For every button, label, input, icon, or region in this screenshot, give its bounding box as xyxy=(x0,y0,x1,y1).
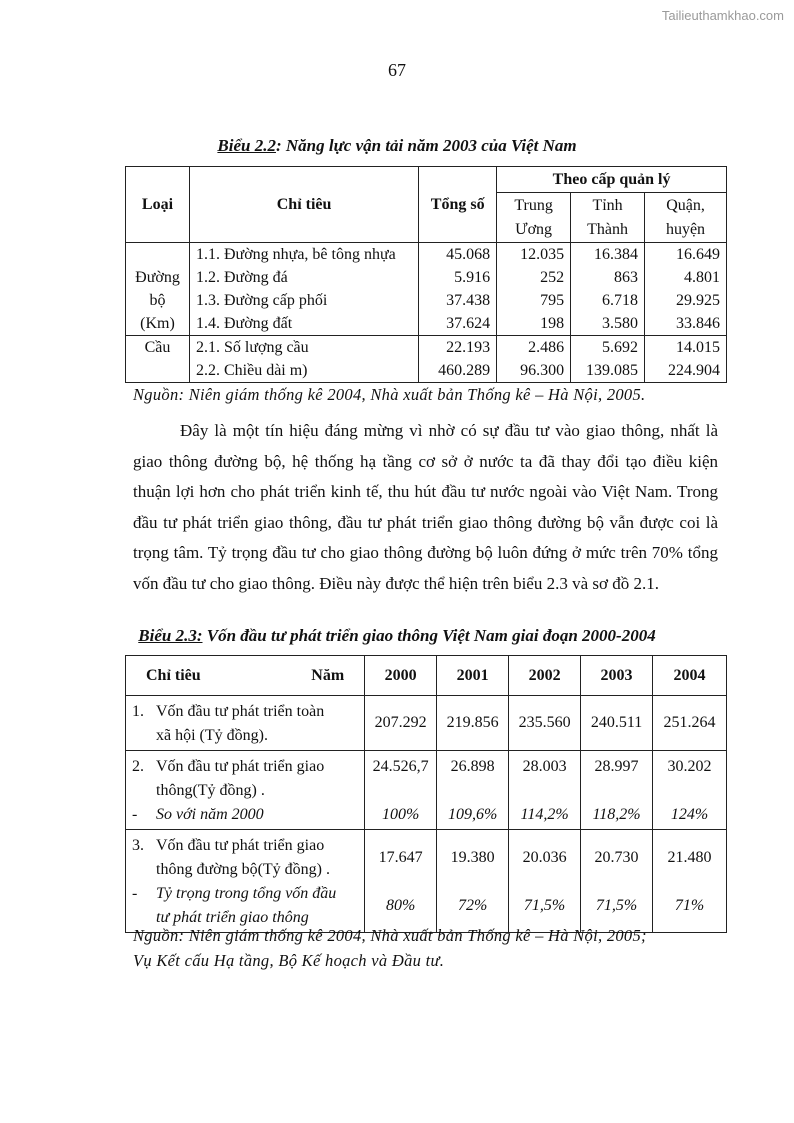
bridge-trung-uong: 2.486 96.300 xyxy=(497,336,571,383)
year-2004: 2004 xyxy=(653,656,727,696)
row1-value: 207.292 xyxy=(365,696,437,751)
table1-caption-text: : Năng lực vận tải năm 2003 của Việt Nam xyxy=(275,136,577,155)
row2-values-2003: 28.997 118,2% xyxy=(581,751,653,830)
header-theo-cap: Theo cấp quản lý xyxy=(497,167,727,193)
table2-caption-label: Biểu 2.3: xyxy=(138,626,203,645)
table-row xyxy=(126,751,727,830)
bridge-items: 2.1. Số lượng cầu 2.2. Chiều dài m) xyxy=(189,336,418,383)
header-tong-so: Tổng số xyxy=(419,167,497,243)
header-chi-tieu-nam: Chỉ tiêu Năm xyxy=(126,656,365,696)
row1-value: 235.560 xyxy=(509,696,581,751)
road-trung-uong: 12.035 252 795 198 xyxy=(497,243,571,336)
table2-source-line1: Nguồn: Niên giám thống kê 2004, Nhà xuất bản Thống kê – Hà Nội, 2005; xyxy=(133,926,647,945)
header-loai: Loại xyxy=(126,167,190,243)
bridge-totals: 22.193 460.289 xyxy=(419,336,497,383)
row2-values-2002: 28.003 114,2% xyxy=(509,751,581,830)
header-trung-uong: Trung Ương xyxy=(497,193,571,243)
road-tinh-thanh: 16.384 863 6.718 3.580 xyxy=(571,243,645,336)
table-row-road xyxy=(126,243,727,336)
table1-caption-label: Biểu 2.2 xyxy=(217,136,276,155)
row2-values-2004: 30.202 124% xyxy=(653,751,727,830)
row1-label: 1. Vốn đầu tư phát triển toàn xã hội (Tỷ đồng). xyxy=(126,696,365,751)
investment-table xyxy=(125,655,727,933)
table-row xyxy=(126,830,727,933)
road-quan-huyen: 16.649 4.801 29.925 33.846 xyxy=(645,243,727,336)
header-chi-tieu: Chỉ tiêu xyxy=(189,167,418,243)
road-totals: 45.068 5.916 37.438 37.624 xyxy=(419,243,497,336)
bridge-quan-huyen: 14.015 224.904 xyxy=(645,336,727,383)
row3-values-2000: 17.647 80% xyxy=(365,830,437,933)
table2-source-line2: Vụ Kết cấu Hạ tầng, Bộ Kế hoạch và Đầu tư. xyxy=(133,951,445,970)
road-items: 1.1. Đường nhựa, bê tông nhựa 1.2. Đường đá 1.3. Đường cấp phối 1.4. Đường đất xyxy=(189,243,418,336)
group-label-bridge: Cầu xyxy=(126,336,190,383)
header-tinh-thanh: Tỉnh Thành xyxy=(571,193,645,243)
table1-caption xyxy=(0,136,794,156)
row3-label: 3. Vốn đầu tư phát triển giao thông đường bộ(Tỷ đồng) . - Tỷ trọng trong tổng vốn đầu tư phát triển giao thông xyxy=(126,830,365,933)
table-row xyxy=(126,696,727,751)
group-label-road: Đường bộ (Km) xyxy=(126,243,190,336)
year-2001: 2001 xyxy=(437,656,509,696)
table2-caption-text: Vốn đầu tư phát triển giao thông Việt Nam giai đoạn 2000-2004 xyxy=(202,626,656,645)
year-2003: 2003 xyxy=(581,656,653,696)
row2-values-2000: 24.526,7 100% xyxy=(365,751,437,830)
table2-caption xyxy=(0,626,794,646)
row3-values-2001: 19.380 72% xyxy=(437,830,509,933)
table1-source: Nguồn: Niên giám thống kê 2004, Nhà xuất bản Thống kê – Hà Nội, 2005. xyxy=(133,385,646,404)
row1-value: 251.264 xyxy=(653,696,727,751)
body-paragraph: Đây là một tín hiệu đáng mừng vì nhờ có sự đầu tư vào giao thông, nhất là giao thông đường bộ, hệ thống hạ tầng cơ sở ở nước ta đã thay đổi tạo điều kiện thuận lợi hơn cho phát triển kinh tế, thu hút đầu tư nước ngoài vào Việt Nam. Trong đầu tư phát triển giao thông, đầu tư phát triển giao thông đường bộ vẫn được coi là trọng tâm. Tỷ trọng đầu tư cho giao thông đường bộ luôn đứng ở mức trên 70% tổng vốn đầu tư cho giao thông. Điều này được thể hiện trên biểu 2.3 và sơ đồ 2.1. xyxy=(133,421,718,593)
row2-label: 2. Vốn đầu tư phát triển giao thông(Tỷ đồng) . - So với năm 2000 xyxy=(126,751,365,830)
watermark: Tailieuthamkhao.com xyxy=(661,8,784,23)
row1-value: 219.856 xyxy=(437,696,509,751)
row2-values-2001: 26.898 109,6% xyxy=(437,751,509,830)
page-number: 67 xyxy=(388,60,406,80)
bridge-tinh-thanh: 5.692 139.085 xyxy=(571,336,645,383)
header-quan-huyen: Quận, huyện xyxy=(645,193,727,243)
row1-value: 240.511 xyxy=(581,696,653,751)
table2-header-row xyxy=(126,656,727,696)
year-2000: 2000 xyxy=(365,656,437,696)
row3-values-2002: 20.036 71,5% xyxy=(509,830,581,933)
transport-capacity-table xyxy=(125,166,727,383)
year-2002: 2002 xyxy=(509,656,581,696)
row3-values-2003: 20.730 71,5% xyxy=(581,830,653,933)
row3-values-2004: 21.480 71% xyxy=(653,830,727,933)
table-row-bridge xyxy=(126,336,727,383)
